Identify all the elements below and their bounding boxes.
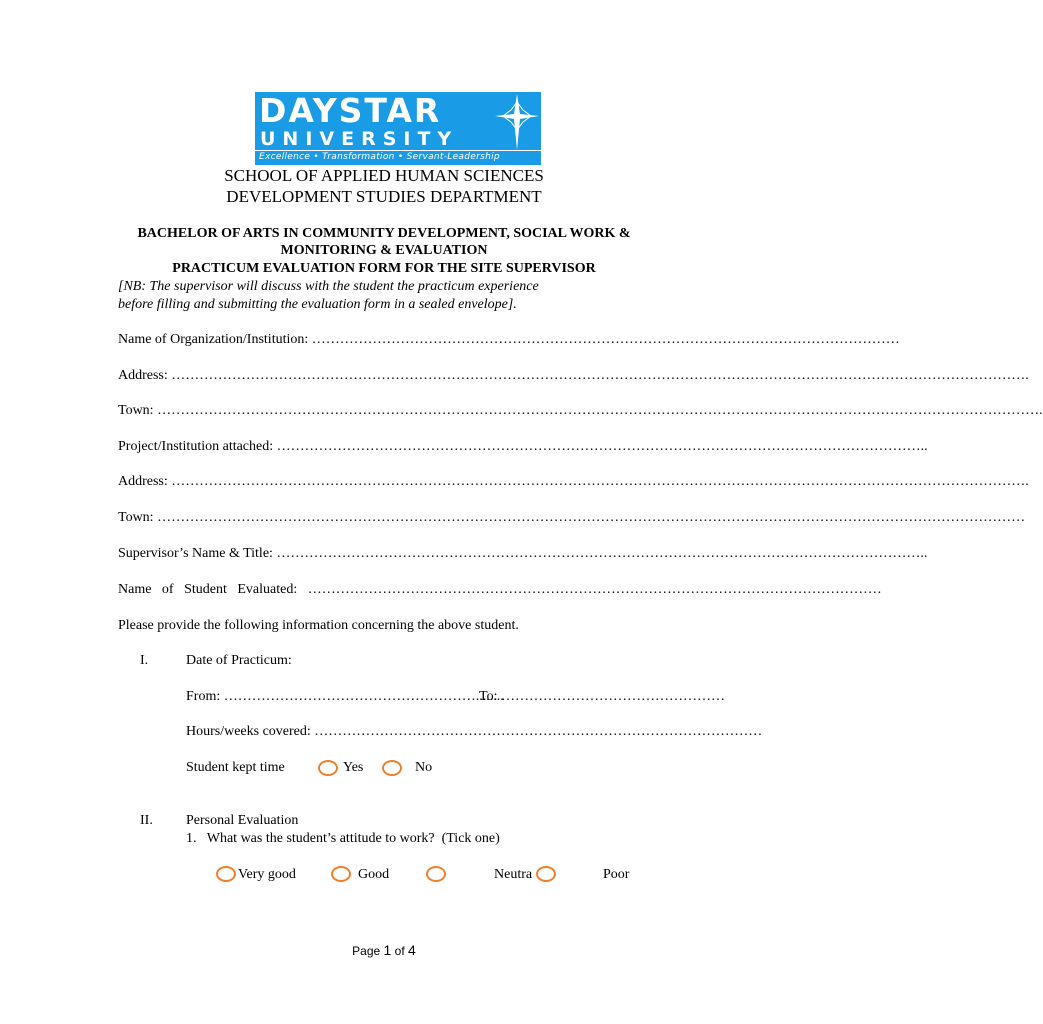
of-word: of [391,944,409,958]
project-field[interactable]: Project/Institution attached: ………………………………………………………………………………………………………………………….. [118,439,928,454]
student-name-field[interactable]: Name of Student Evaluated: …………………………………………………………………………………………………………… [118,582,882,597]
logo-wordmark-top: DAYSTAR [259,91,442,130]
page-number [0,942,768,958]
attitude-very-good-radio[interactable] [216,866,236,882]
attitude-good-label: Good [358,867,390,882]
star-icon [495,94,539,150]
project-address-field[interactable]: Address: …………………………………………………………………………………………………………………………………………………………………. [118,474,1029,489]
school-heading: SCHOOL OF APPLIED HUMAN SCIENCES [224,166,544,185]
logo-wordmark-bottom: UNIVERSITY [260,128,459,150]
section2-numeral: II. [140,813,153,828]
logo-tagline: Excellence • Transformation • Servant-Leadership [259,152,500,162]
department-heading: DEVELOPMENT STUDIES DEPARTMENT [226,187,542,206]
to-date-field[interactable]: To: ………………………………………… [479,689,725,704]
attitude-blank-radio[interactable] [426,866,446,882]
section1-title: Date of Practicum: [186,653,292,668]
note-line2: before filling and submitting the evaluation form in a sealed envelope]. [118,297,517,312]
kept-time-yes-label: Yes [343,760,364,775]
kept-time-yes-radio[interactable] [318,760,338,776]
form-title: PRACTICUM EVALUATION FORM FOR THE SITE SUPERVISOR [172,261,596,276]
kept-time-no-label: No [415,760,433,775]
project-town-field[interactable]: Town: …………………………………………………………………………………………………………………………………………………………………… [118,510,1026,525]
page-word: Page [352,944,384,958]
attitude-neutral-label: Neutra [494,867,533,882]
attitude-question: 1. What was the student’s attitude to work? (Tick one) [186,831,500,846]
section1-numeral: I. [140,653,149,668]
organization-field[interactable]: Name of Organization/Institution: ……………………………………………………………………………………………………………… [118,332,900,347]
note-line1: [NB: The supervisor will discuss with the student the practicum experience [118,279,539,294]
university-logo [255,92,541,164]
kept-time-no-radio[interactable] [382,760,402,776]
attitude-very-good-label: Very good [238,867,296,882]
attitude-good-radio[interactable] [331,866,351,882]
address-field[interactable]: Address: …………………………………………………………………………………………………………………………………………………………………. [118,368,1029,383]
hours-field[interactable]: Hours/weeks covered: …………………………………………………………………………………… [186,724,763,739]
programme-heading-line2: MONITORING & EVALUATION [280,243,488,258]
page-current: 1 [383,942,392,958]
town-field[interactable]: Town: ………………………………………………………………………………………………………………………………………………………………………. [118,403,1043,418]
programme-heading-line1: BACHELOR OF ARTS IN COMMUNITY DEVELOPMENT, SOCIAL WORK & [137,226,631,241]
supervisor-name-field[interactable]: Supervisor’s Name & Title: ………………………………………………………………………………………………………………………….. [118,546,928,561]
from-date-field[interactable]: From: ………………………………………………........ [186,689,504,704]
intro-text: Please provide the following information concerning the above student. [118,618,519,633]
page-total: 4 [408,942,416,958]
attitude-poor-label: Poor [603,867,630,882]
kept-time-label: Student kept time [186,760,285,775]
section2-title: Personal Evaluation [186,813,299,828]
attitude-neutral-radio[interactable] [536,866,556,882]
